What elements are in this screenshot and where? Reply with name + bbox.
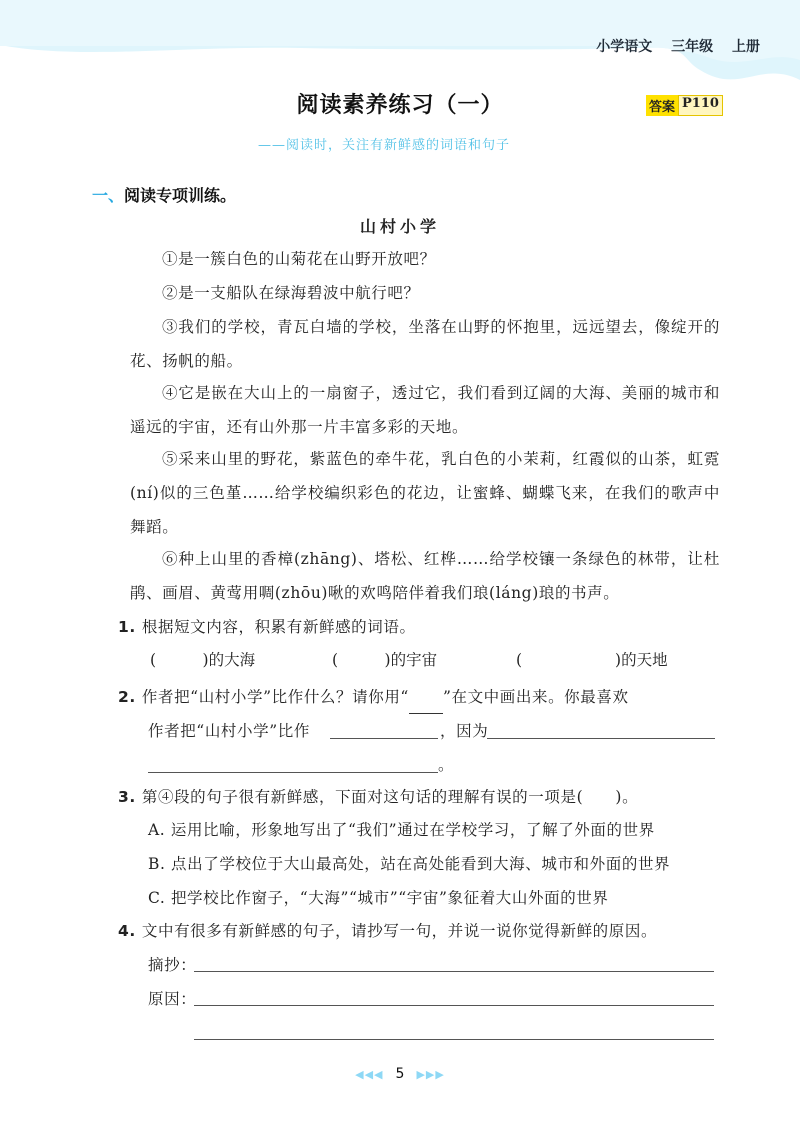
question-3-text: 第④段的句子很有新鲜感，下面对这句话的理解有误的一项是( )。 [141,788,639,806]
page-title: 阅读素养练习（一） [296,93,504,118]
q2-answer-line-reason-1[interactable] [487,738,715,739]
page-footer [0,1066,800,1082]
question-1-number: 1. [118,618,136,636]
story-paragraph-3: ③我们的学校，青瓦白墙的学校，坐落在山野的怀抱里，远远望去，像绽开的花、扬帆的船。 [130,318,720,370]
q3-option-c[interactable]: C. 把学校比作窗子，“大海”“城市”“宇宙”象征着大山外面的世界 [148,889,609,907]
story-paragraph-5: ⑤采来山里的野花，紫蓝色的牵牛花，乳白色的小茉莉，红霞似的山茶，虹霓(ní)似的三色堇……给学校编织彩色的花边，让蜜蜂、蝴蝶飞来，在我们的歌声中舞蹈。 [130,450,720,536]
question-2-text-b: ”在文中画出来。你最喜欢 [442,688,629,706]
question-4-text: 文中有很多有新鲜感的句子，请抄写一句，并说一说你觉得新鲜的原因。 [141,922,658,940]
story-title: 山村小学 [359,217,440,236]
section-heading [92,183,236,206]
section-title: 阅读专项训练。 [124,186,237,205]
story-paragraph-2: ②是一支船队在绿海碧波中航行吧？ [162,284,420,302]
question-2-because [440,714,500,748]
page-subtitle: ——阅读时，关注有新鲜感的词语和句子 [258,138,511,153]
question-2-line2-a: 作者把“山村小学”比作 [148,722,310,740]
question-2-period: 。 [438,756,455,774]
header-volume: 上册 [732,39,760,55]
story-paragraph-4: ④它是嵌在大山上的一扇窗子，透过它，我们看到辽阔的大海、美丽的城市和遥远的宇宙，还有山外那一片丰富多彩的天地。 [130,384,720,436]
question-3-number: 3. [118,788,136,806]
story-paragraph-1: ①是一簇白色的山菊花在山野开放吧？ [162,250,436,268]
header-info [582,36,760,56]
question-2-line2-b: ，因为 [440,722,489,740]
q3-option-a[interactable]: A. 运用比喻，形象地写出了“我们”通过在学校学习，了解了外面的世界 [148,821,655,839]
answer-page: P110 [678,95,723,116]
q4-copy-label: 摘抄： [148,956,197,974]
question-2-number: 2. [118,688,136,706]
q1-blank-world[interactable]: ( )的天地 [516,651,668,669]
section-number: 一、 [92,186,125,205]
answer-badge [646,95,723,116]
q4-reason-label: 原因： [148,990,197,1008]
q4-reason-line-1[interactable] [194,1005,714,1006]
page-number: 5 [395,1066,405,1082]
q4-copy-line[interactable] [194,971,714,972]
q4-reason-line-2[interactable] [194,1039,714,1040]
answer-label: 答案 [646,95,678,116]
question-4 [118,914,723,948]
q1-blank-sea[interactable]: ( )的大海 [150,651,256,669]
question-4-number: 4. [118,922,136,940]
underline-mark-sample [409,695,443,714]
question-2 [118,680,723,714]
header-grade: 三年级 [671,39,714,55]
q2-answer-line-reason-2[interactable] [148,772,438,773]
q1-blank-universe[interactable]: ( )的宇宙 [332,651,438,669]
q3-option-b[interactable]: B. 点出了学校位于大山最高处，站在高处能看到大海、城市和外面的世界 [148,855,671,873]
story-paragraph-6: ⑥种上山里的香樟(zhāng)、塔松、红桦……给学校镶一条绿色的林带，让杜鹃、画眉、黄莺用啁(zhōu)啾的欢鸣陪伴着我们琅(láng)琅的书声。 [130,550,720,602]
q2-answer-line-metaphor[interactable] [330,738,438,739]
question-1 [118,610,723,644]
question-1-text: 根据短文内容，积累有新鲜感的词语。 [141,618,416,636]
header-subject: 小学语文 [596,39,653,55]
question-3 [118,780,723,814]
question-2-text-a: 作者把“山村小学”比作什么？请你用“ [141,688,409,706]
footer-left-arrows-icon: ◀◀◀ [355,1068,384,1081]
footer-right-arrows-icon: ▶▶▶ [416,1068,445,1081]
